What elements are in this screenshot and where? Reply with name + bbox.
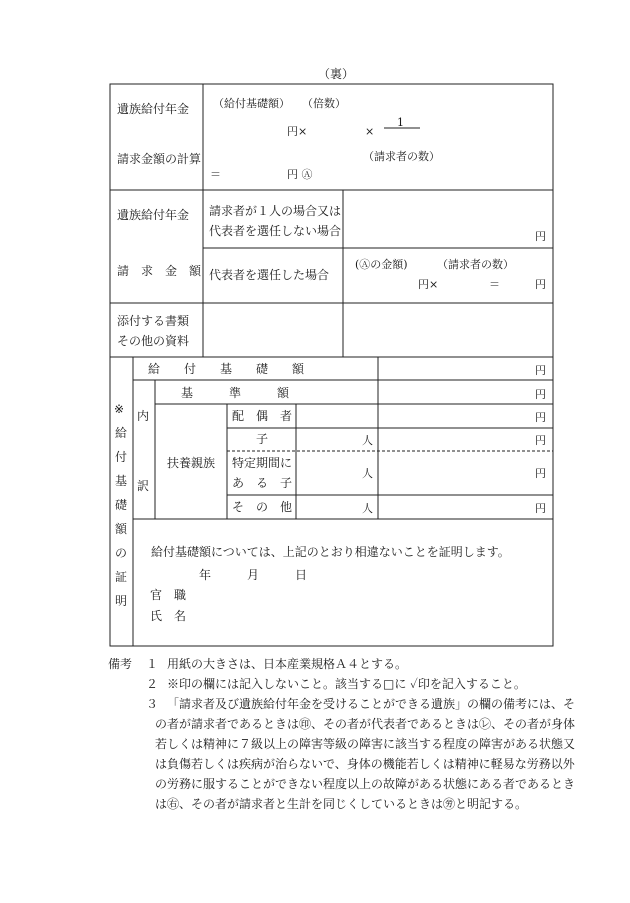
note-3-line-5: の労務に服することができない程度以上の故障がある状態にある者であるとき [155, 777, 576, 791]
cert-special-child-line2: あ る 子 [232, 476, 293, 490]
cert-special-child-person: 人 [362, 467, 373, 480]
claim-case2-label: 代表者を選任した場合 [209, 268, 330, 282]
note-3-line-2: の者が請求者であるときは㊞、その者が代表者であるときは㋹、その者が身体 [155, 717, 576, 731]
calc-yen-a: 円 Ⓐ [287, 168, 313, 181]
calc-label-line2: 請求金額の計算 [117, 152, 202, 166]
calc-base-amount-header: （給付基礎額） [213, 97, 290, 110]
cert-child-yen: 円 [535, 434, 546, 447]
cert-other-yen: 円 [535, 502, 546, 515]
cert-date: 年 月 日 [199, 568, 308, 582]
claim-case1-line2: 代表者を選任しない場合 [209, 224, 342, 238]
claim-case2-claimant-count: （請求者の数） [437, 258, 514, 271]
cert-uchi: 内 [137, 409, 150, 423]
cert-side-char-6: の [115, 546, 128, 560]
cert-side-char-8: 明 [115, 594, 128, 608]
cert-other-person: 人 [362, 502, 373, 515]
note-3-line-3: 若しくは精神に７級以上の障害等級の障害に該当する程度の障害がある状態又 [155, 737, 576, 751]
claim-case2-a-amount: (Ⓐの金額) [355, 258, 408, 271]
cert-other-label: そ の 他 [232, 500, 293, 514]
note-2-text: ※印の欄には記入しないこと。該当する□に ✓印を記入すること。 [167, 677, 526, 691]
notes-head: 備考 [108, 657, 133, 671]
cert-side-char-1: 給 [115, 426, 128, 440]
cert-official-name: 氏 名 [150, 609, 187, 623]
cert-side-char-4: 礎 [115, 498, 128, 512]
claim-case1-yen: 円 [535, 230, 546, 243]
cert-mark: ※ [114, 402, 125, 416]
calc-times: × [365, 125, 375, 138]
cert-base-amount-label: 給 付 基 礎 額 [148, 362, 305, 376]
cert-side-char-2: 付 [115, 450, 128, 464]
note-1-number: １ [146, 657, 159, 671]
calc-numerator: 1 [397, 116, 404, 129]
note-2-number: ２ [146, 677, 159, 691]
cert-child-label: 子 [256, 432, 269, 446]
cert-statement: 給付基礎額については、上記のとおり相違ないことを証明します。 [151, 545, 510, 559]
cert-spouse-label: 配 偶 者 [232, 409, 293, 423]
cert-special-child-line1: 特定期間に [232, 456, 293, 470]
attach-label-line1: 添付する書類 [117, 314, 190, 328]
note-3-number: ３ [146, 697, 159, 711]
note-3-line-4: は負傷若しくは疾病が治らないで、身体の機能若しくは精神に軽易な労務以外 [155, 757, 575, 771]
calc-claimant-count-label: （請求者の数） [363, 150, 440, 163]
note-3-line-1: 「請求者及び遺族給付年金を受けることができる遺族」の欄の備考には、そ [167, 697, 576, 711]
attach-label-line2: その他の資料 [117, 334, 190, 348]
cert-wake: 訳 [137, 479, 150, 493]
note-1-text: 用紙の大きさは、日本産業規格Ａ４とする。 [167, 657, 408, 671]
calc-multiplier-header: （倍数） [302, 97, 346, 110]
claim-case1-line1: 請求者が１人の場合又は [209, 204, 342, 218]
cert-dependents-label: 扶養親族 [167, 456, 216, 470]
calc-equals: ＝ [210, 168, 221, 181]
cert-base-amount-yen: 円 [535, 364, 546, 377]
cert-standard-amount-label: 基 準 額 [181, 386, 290, 400]
calc-yen-times: 円× [287, 125, 308, 138]
cert-child-person: 人 [362, 434, 373, 447]
claim-case2-yen-times: 円× [418, 278, 439, 291]
cert-side-char-7: 証 [115, 570, 128, 584]
cert-special-child-yen: 円 [535, 467, 546, 480]
cert-standard-amount-yen: 円 [535, 388, 546, 401]
claim-case2-equals: ＝ [489, 278, 500, 291]
cert-spouse-yen: 円 [535, 411, 546, 424]
note-3-line-6: は㊨、その者が請求者と生計を同じくしているときは㊘と明記する。 [155, 797, 528, 811]
cert-side-char-3: 基 [115, 474, 128, 488]
calc-label-line1: 遺族給付年金 [117, 102, 190, 116]
page-side-label: （裏） [318, 67, 355, 81]
claim-label-line2: 請 求 金 額 [117, 264, 202, 278]
claim-label-line1: 遺族給付年金 [117, 208, 190, 222]
cert-side-char-5: 額 [115, 522, 128, 536]
cert-official-title: 官 職 [150, 588, 187, 602]
claim-case2-yen: 円 [535, 278, 546, 291]
